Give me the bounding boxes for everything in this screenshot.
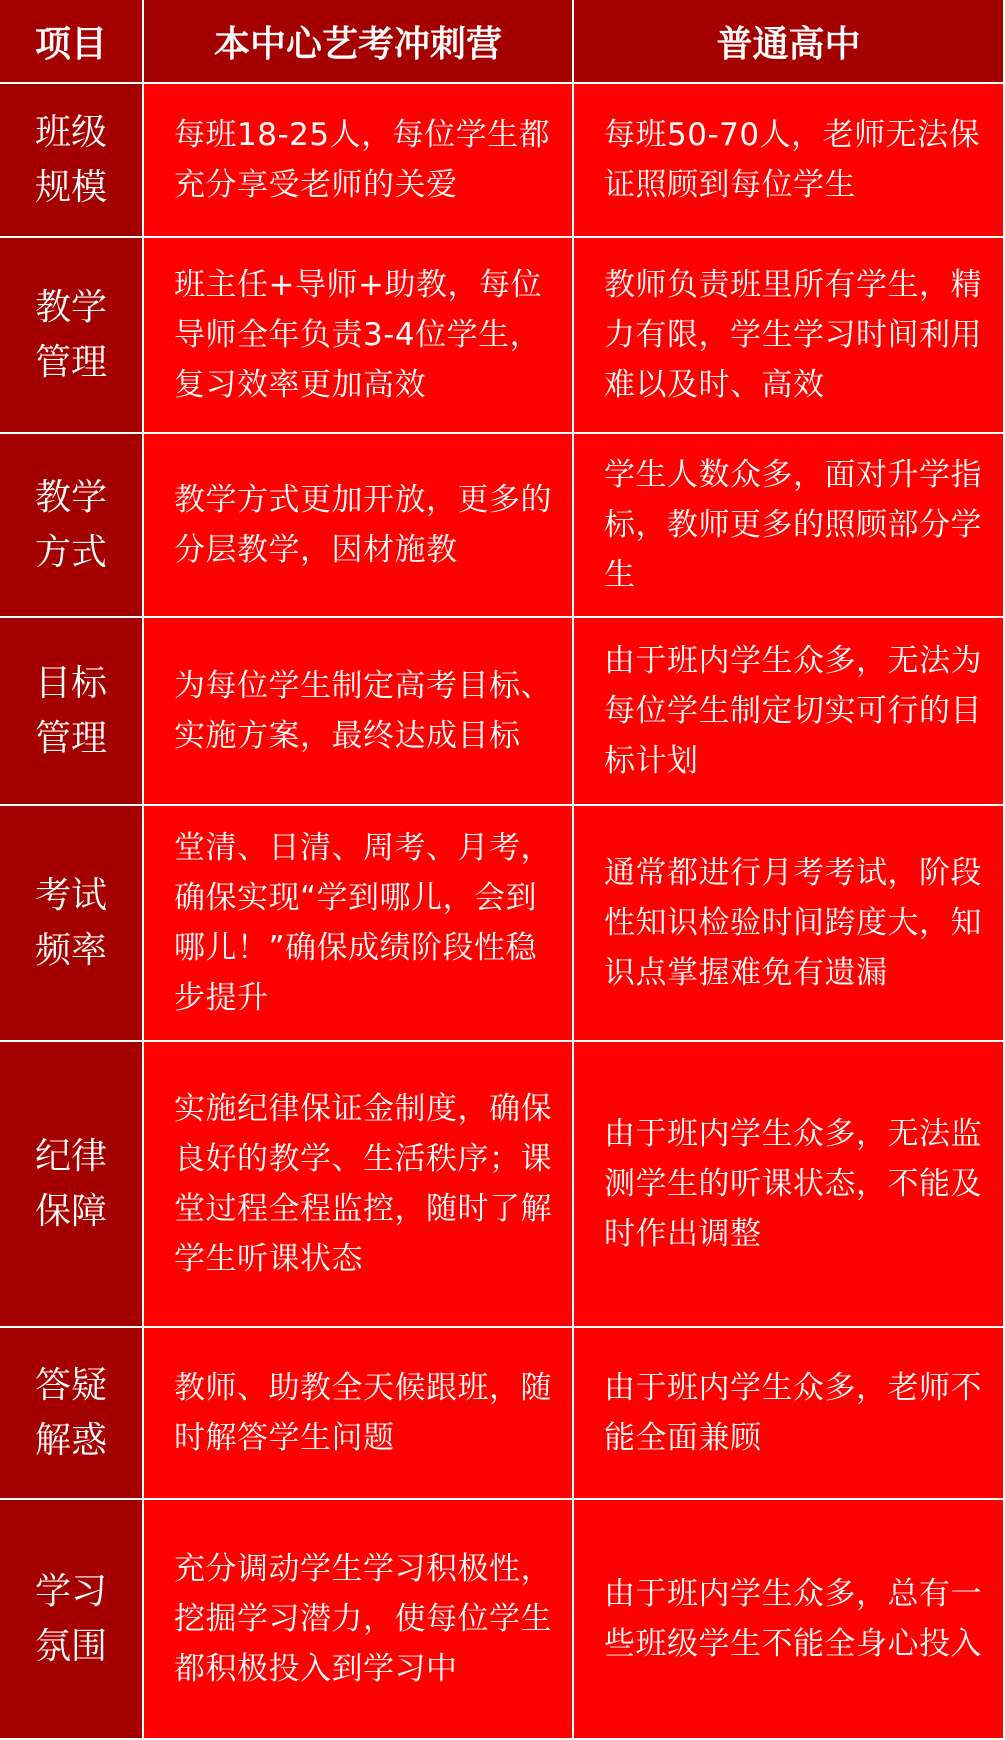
row-label-line: 考试 <box>34 875 107 916</box>
row-label-line: 目标 <box>34 663 107 704</box>
center-text: 为每位学生制定高考目标、实施方案，最终达成目标 <box>174 668 552 754</box>
table-row <box>0 84 1005 238</box>
header-item: 项目 <box>0 0 144 84</box>
row-label-line: 纪律 <box>34 1136 107 1177</box>
table-row <box>0 618 1005 806</box>
row-label <box>0 238 144 434</box>
row-label <box>0 434 144 618</box>
high-school-cell <box>574 618 1005 806</box>
center-text: 实施纪律保证金制度，确保良好的教学、生活秩序；课堂过程全程监控，随时了解学生听课状态 <box>174 1091 552 1277</box>
row-label-line: 保障 <box>34 1191 107 1232</box>
row-label-line: 教学 <box>34 287 107 328</box>
high-school-text: 由于班内学生众多，无法监测学生的听课状态，不能及时作出调整 <box>604 1116 982 1252</box>
table-row <box>0 1042 1005 1328</box>
row-label-line: 学习 <box>34 1571 107 1612</box>
center-text: 教师、助教全天候跟班，随时解答学生问题 <box>174 1370 552 1456</box>
center-cell <box>144 806 574 1042</box>
row-label <box>0 1042 144 1328</box>
row-label <box>0 84 144 238</box>
high-school-cell <box>574 1042 1005 1328</box>
header-center: 本中心艺考冲刺营 <box>144 0 574 84</box>
row-label-line: 教学 <box>34 477 107 518</box>
high-school-text: 每班50-70人，老师无法保证照顾到每位学生 <box>604 117 981 203</box>
row-label <box>0 1328 144 1500</box>
high-school-text: 由于班内学生众多，无法为每位学生制定切实可行的目标计划 <box>604 643 982 779</box>
high-school-cell <box>574 806 1005 1042</box>
table-row <box>0 434 1005 618</box>
center-cell <box>144 84 574 238</box>
row-label-line: 解惑 <box>34 1420 107 1461</box>
high-school-cell <box>574 434 1005 618</box>
center-cell <box>144 238 574 434</box>
row-label <box>0 1500 144 1740</box>
table-row <box>0 1328 1005 1500</box>
center-cell <box>144 1500 574 1740</box>
center-text: 堂清、日清、周考、月考，确保实现“学到哪儿，会到哪儿！”确保成绩阶段性稳步提升 <box>174 830 552 1016</box>
center-text: 班主任+导师+助教，每位导师全年负责3-4位学生，复习效率更加高效 <box>174 267 542 403</box>
row-label-line: 班级 <box>34 112 107 153</box>
high-school-cell <box>574 1328 1005 1500</box>
table-row <box>0 806 1005 1042</box>
row-label-line: 管理 <box>34 718 107 759</box>
row-label <box>0 806 144 1042</box>
high-school-cell <box>574 238 1005 434</box>
center-cell <box>144 1328 574 1500</box>
high-school-text: 由于班内学生众多，总有一些班级学生不能全身心投入 <box>604 1576 982 1662</box>
center-cell <box>144 434 574 618</box>
center-cell <box>144 1042 574 1328</box>
row-label <box>0 618 144 806</box>
high-school-text: 教师负责班里所有学生，精力有限，学生学习时间利用难以及时、高效 <box>604 267 982 403</box>
row-label-line: 规模 <box>34 167 107 208</box>
row-label-line: 氛围 <box>34 1626 107 1667</box>
high-school-text: 由于班内学生众多，老师不能全面兼顾 <box>604 1370 982 1456</box>
center-text: 充分调动学生学习积极性，挖掘学习潜力，使每位学生都积极投入到学习中 <box>174 1551 552 1687</box>
high-school-text: 通常都进行月考考试，阶段性知识检验时间跨度大，知识点掌握难免有遗漏 <box>604 855 982 991</box>
header-high-school: 普通高中 <box>574 0 1005 84</box>
center-text: 每班18-25人，每位学生都充分享受老师的关爱 <box>174 117 551 203</box>
table-row <box>0 238 1005 434</box>
table-header-row <box>0 0 1005 84</box>
row-label-line: 方式 <box>34 532 107 573</box>
center-cell <box>144 618 574 806</box>
high-school-cell <box>574 84 1005 238</box>
table-row <box>0 1500 1005 1740</box>
row-label-line: 管理 <box>34 342 107 383</box>
row-label-line: 频率 <box>34 930 107 971</box>
high-school-cell <box>574 1500 1005 1740</box>
center-text: 教学方式更加开放，更多的分层教学，因材施教 <box>174 482 552 568</box>
high-school-text: 学生人数众多，面对升学指标，教师更多的照顾部分学生 <box>604 457 982 593</box>
row-label-line: 答疑 <box>34 1365 107 1406</box>
